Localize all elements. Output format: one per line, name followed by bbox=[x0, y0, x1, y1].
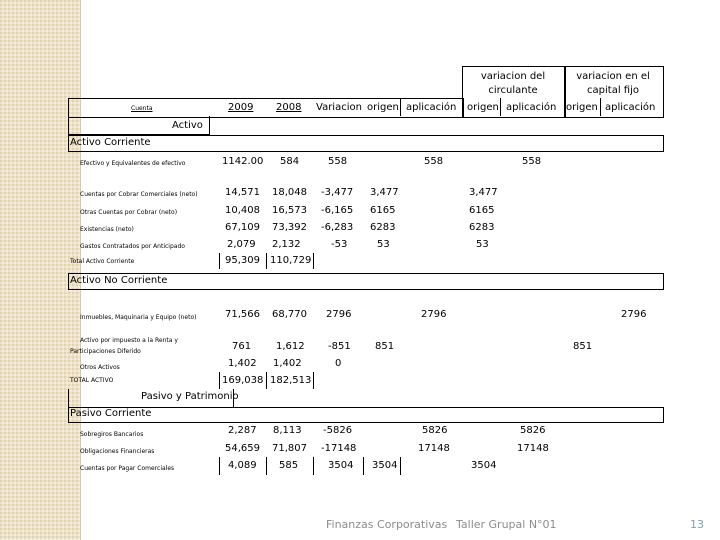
row-cxp-origen-circ2: 3504 bbox=[471, 460, 497, 471]
row-activo-renta-2008: 1,612 bbox=[276, 341, 305, 352]
row-inmuebles-var: 2796 bbox=[326, 309, 352, 320]
row-otros-var: 0 bbox=[335, 358, 342, 369]
cxp-divider-origen bbox=[363, 457, 364, 475]
row-sobregiros-aplicacion-circ2: 5826 bbox=[520, 425, 546, 436]
total-activo-divider-left bbox=[219, 372, 220, 389]
row-sobregiros-aplicacion-circ: 5826 bbox=[422, 425, 448, 436]
section-pasivo-patrimonio-title: Pasivo y Patrimonio bbox=[141, 391, 239, 402]
row-existencias-label: Existencias (neto) bbox=[80, 226, 134, 233]
section-pasivo-corriente-box bbox=[68, 407, 664, 423]
row-total-ac-label: Total Activo Corriente bbox=[70, 258, 135, 265]
total-ac-divider-right bbox=[313, 253, 314, 269]
footer-group: Taller Grupal N°01 bbox=[456, 518, 557, 531]
row-cxc-2008: 18,048 bbox=[272, 187, 307, 198]
row-existencias-var: -6,283 bbox=[321, 222, 354, 233]
row-obligaciones-aplicacion-circ: 17148 bbox=[418, 443, 450, 454]
row-otros-2008: 1,402 bbox=[273, 358, 302, 369]
row-gastos-origen-circ: 53 bbox=[377, 239, 390, 250]
header-2008: 2008 bbox=[276, 102, 302, 113]
row-total-ac-2009: 95,309 bbox=[225, 255, 260, 266]
row-efectivo-2009: 1142.00 bbox=[222, 156, 264, 167]
total-activo-divider-mid bbox=[266, 372, 267, 389]
row-gastos-origen-circ2: 53 bbox=[476, 239, 489, 250]
row-total-activo-label: TOTAL ACTIVO bbox=[70, 377, 114, 384]
row-gastos-2008: 2,132 bbox=[272, 239, 301, 250]
header-var-circulante-line2: circulante bbox=[488, 85, 538, 96]
section-activo-title: Activo bbox=[172, 120, 203, 131]
row-cxc-var: -3,477 bbox=[321, 187, 354, 198]
row-gastos-2009: 2,079 bbox=[227, 239, 256, 250]
row-activo-renta-var: -851 bbox=[328, 341, 351, 352]
row-activo-renta-label-1: Activo por impuesto a la Renta y bbox=[80, 337, 178, 344]
row-efectivo-aplicacion-circ: 558 bbox=[424, 156, 444, 167]
row-otras-cxc-var: -6,165 bbox=[321, 205, 354, 216]
header-origen-2: origen bbox=[467, 102, 499, 113]
row-inmuebles-aplicacion-circ: 2796 bbox=[421, 309, 447, 320]
row-obligaciones-2008: 71,807 bbox=[272, 443, 307, 454]
row-cxc-origen-circ2: 3,477 bbox=[469, 187, 498, 198]
cxp-divider-mid bbox=[266, 457, 267, 475]
decorative-side-stripe bbox=[0, 0, 80, 540]
row-inmuebles-label: Inmuebles, Maquinaria y Equipo (neto) bbox=[80, 314, 197, 321]
header-cuenta: Cuenta bbox=[131, 105, 153, 112]
row-activo-renta-2009: 761 bbox=[232, 341, 252, 352]
section-pasivo-corriente-title: Pasivo Corriente bbox=[70, 408, 152, 419]
row-activo-renta-origen-fijo: 851 bbox=[573, 341, 593, 352]
header-origen-3: origen bbox=[566, 102, 598, 113]
header-2009: 2009 bbox=[228, 102, 254, 113]
header-divider-origen2 bbox=[500, 98, 501, 116]
cxp-divider-var bbox=[313, 457, 314, 475]
header-aplicacion-1: aplicación bbox=[406, 102, 457, 113]
total-activo-divider-right bbox=[313, 372, 314, 389]
row-cxc-origen-circ: 3,477 bbox=[370, 187, 399, 198]
row-total-ac-2008: 110,729 bbox=[270, 255, 312, 266]
row-efectivo-2008: 584 bbox=[280, 156, 300, 167]
total-ac-divider-mid bbox=[266, 253, 267, 269]
row-efectivo-aplicacion-circ2: 558 bbox=[522, 156, 542, 167]
row-existencias-2008: 73,392 bbox=[272, 222, 307, 233]
row-otras-cxc-origen-circ: 6165 bbox=[370, 205, 396, 216]
footer-course: Finanzas Corporativas bbox=[326, 518, 448, 531]
row-gastos-var: -53 bbox=[331, 239, 348, 250]
section-activo-corriente-box bbox=[68, 135, 664, 152]
row-obligaciones-aplicacion-circ2: 17148 bbox=[517, 443, 549, 454]
header-variacion: Variacion bbox=[316, 102, 362, 113]
row-existencias-origen-circ: 6283 bbox=[370, 222, 396, 233]
row-otras-cxc-origen-circ2: 6165 bbox=[469, 205, 495, 216]
row-otras-cxc-label: Otras Cuentas por Cobrar (neto) bbox=[80, 209, 178, 216]
row-sobregiros-var: -5826 bbox=[323, 425, 353, 436]
header-aplicacion-3: aplicación bbox=[605, 102, 656, 113]
side-divider bbox=[80, 0, 81, 540]
row-cxp-origen-circ: 3504 bbox=[372, 460, 398, 471]
row-otros-label: Otros Activos bbox=[80, 364, 120, 371]
row-obligaciones-2009: 54,659 bbox=[225, 443, 260, 454]
row-otras-cxc-2008: 16,573 bbox=[272, 205, 307, 216]
row-sobregiros-2009: 2,287 bbox=[228, 425, 257, 436]
row-activo-renta-origen-circ: 851 bbox=[375, 341, 395, 352]
row-cxp-2008: 585 bbox=[279, 460, 299, 471]
header-aplicacion-2: aplicación bbox=[506, 102, 557, 113]
footer-page-number: 13 bbox=[690, 518, 704, 531]
row-obligaciones-label: Obligaciones Financieras bbox=[80, 448, 155, 455]
row-inmuebles-aplicacion-fijo: 2796 bbox=[621, 309, 647, 320]
row-total-activo-2008: 182,513 bbox=[270, 375, 312, 386]
row-efectivo-var: 558 bbox=[328, 156, 348, 167]
header-origen-1: origen bbox=[367, 102, 399, 113]
header-divider-origen3 bbox=[600, 98, 601, 116]
header-divider-origen bbox=[400, 98, 401, 116]
cxp-divider-aplic bbox=[400, 457, 401, 475]
row-sobregiros-label: Sobregiros Bancarios bbox=[80, 431, 144, 438]
row-otras-cxc-2009: 10,408 bbox=[225, 205, 260, 216]
row-cxp-2009: 4,089 bbox=[228, 460, 257, 471]
section-activo-corriente-title: Activo Corriente bbox=[70, 137, 151, 148]
row-cxc-2009: 14,571 bbox=[225, 187, 260, 198]
header-var-circulante-line1: variacion del bbox=[480, 71, 546, 82]
row-inmuebles-2009: 71,566 bbox=[225, 309, 260, 320]
section-activo-no-corriente-title: Activo No Corriente bbox=[70, 275, 168, 286]
row-efectivo-label: Efectivo y Equivalentes de efectivo bbox=[80, 160, 186, 167]
header-var-capital-line2: capital fijo bbox=[587, 85, 639, 96]
row-otros-2009: 1,402 bbox=[228, 358, 257, 369]
row-cxp-var: 3504 bbox=[328, 460, 354, 471]
cxp-divider-left bbox=[219, 457, 220, 475]
row-existencias-origen-circ2: 6283 bbox=[469, 222, 495, 233]
row-total-activo-2009: 169,038 bbox=[222, 375, 264, 386]
total-ac-divider-left bbox=[219, 253, 220, 269]
row-obligaciones-var: -17148 bbox=[321, 443, 357, 454]
header-box-main bbox=[68, 98, 464, 118]
row-cxc-label: Cuentas por Cobrar Comerciales (neto) bbox=[80, 191, 198, 198]
header-var-capital-line1: variacion en el bbox=[576, 71, 650, 82]
row-cxp-label: Cuentas por Pagar Comerciales bbox=[80, 465, 175, 472]
row-inmuebles-2008: 68,770 bbox=[272, 309, 307, 320]
row-activo-renta-label-2: Participaciones Diferido bbox=[70, 348, 141, 355]
row-gastos-label: Gastos Contratados por Anticipado bbox=[80, 243, 185, 250]
row-existencias-2009: 67,109 bbox=[225, 222, 260, 233]
row-sobregiros-2008: 8,113 bbox=[273, 425, 302, 436]
